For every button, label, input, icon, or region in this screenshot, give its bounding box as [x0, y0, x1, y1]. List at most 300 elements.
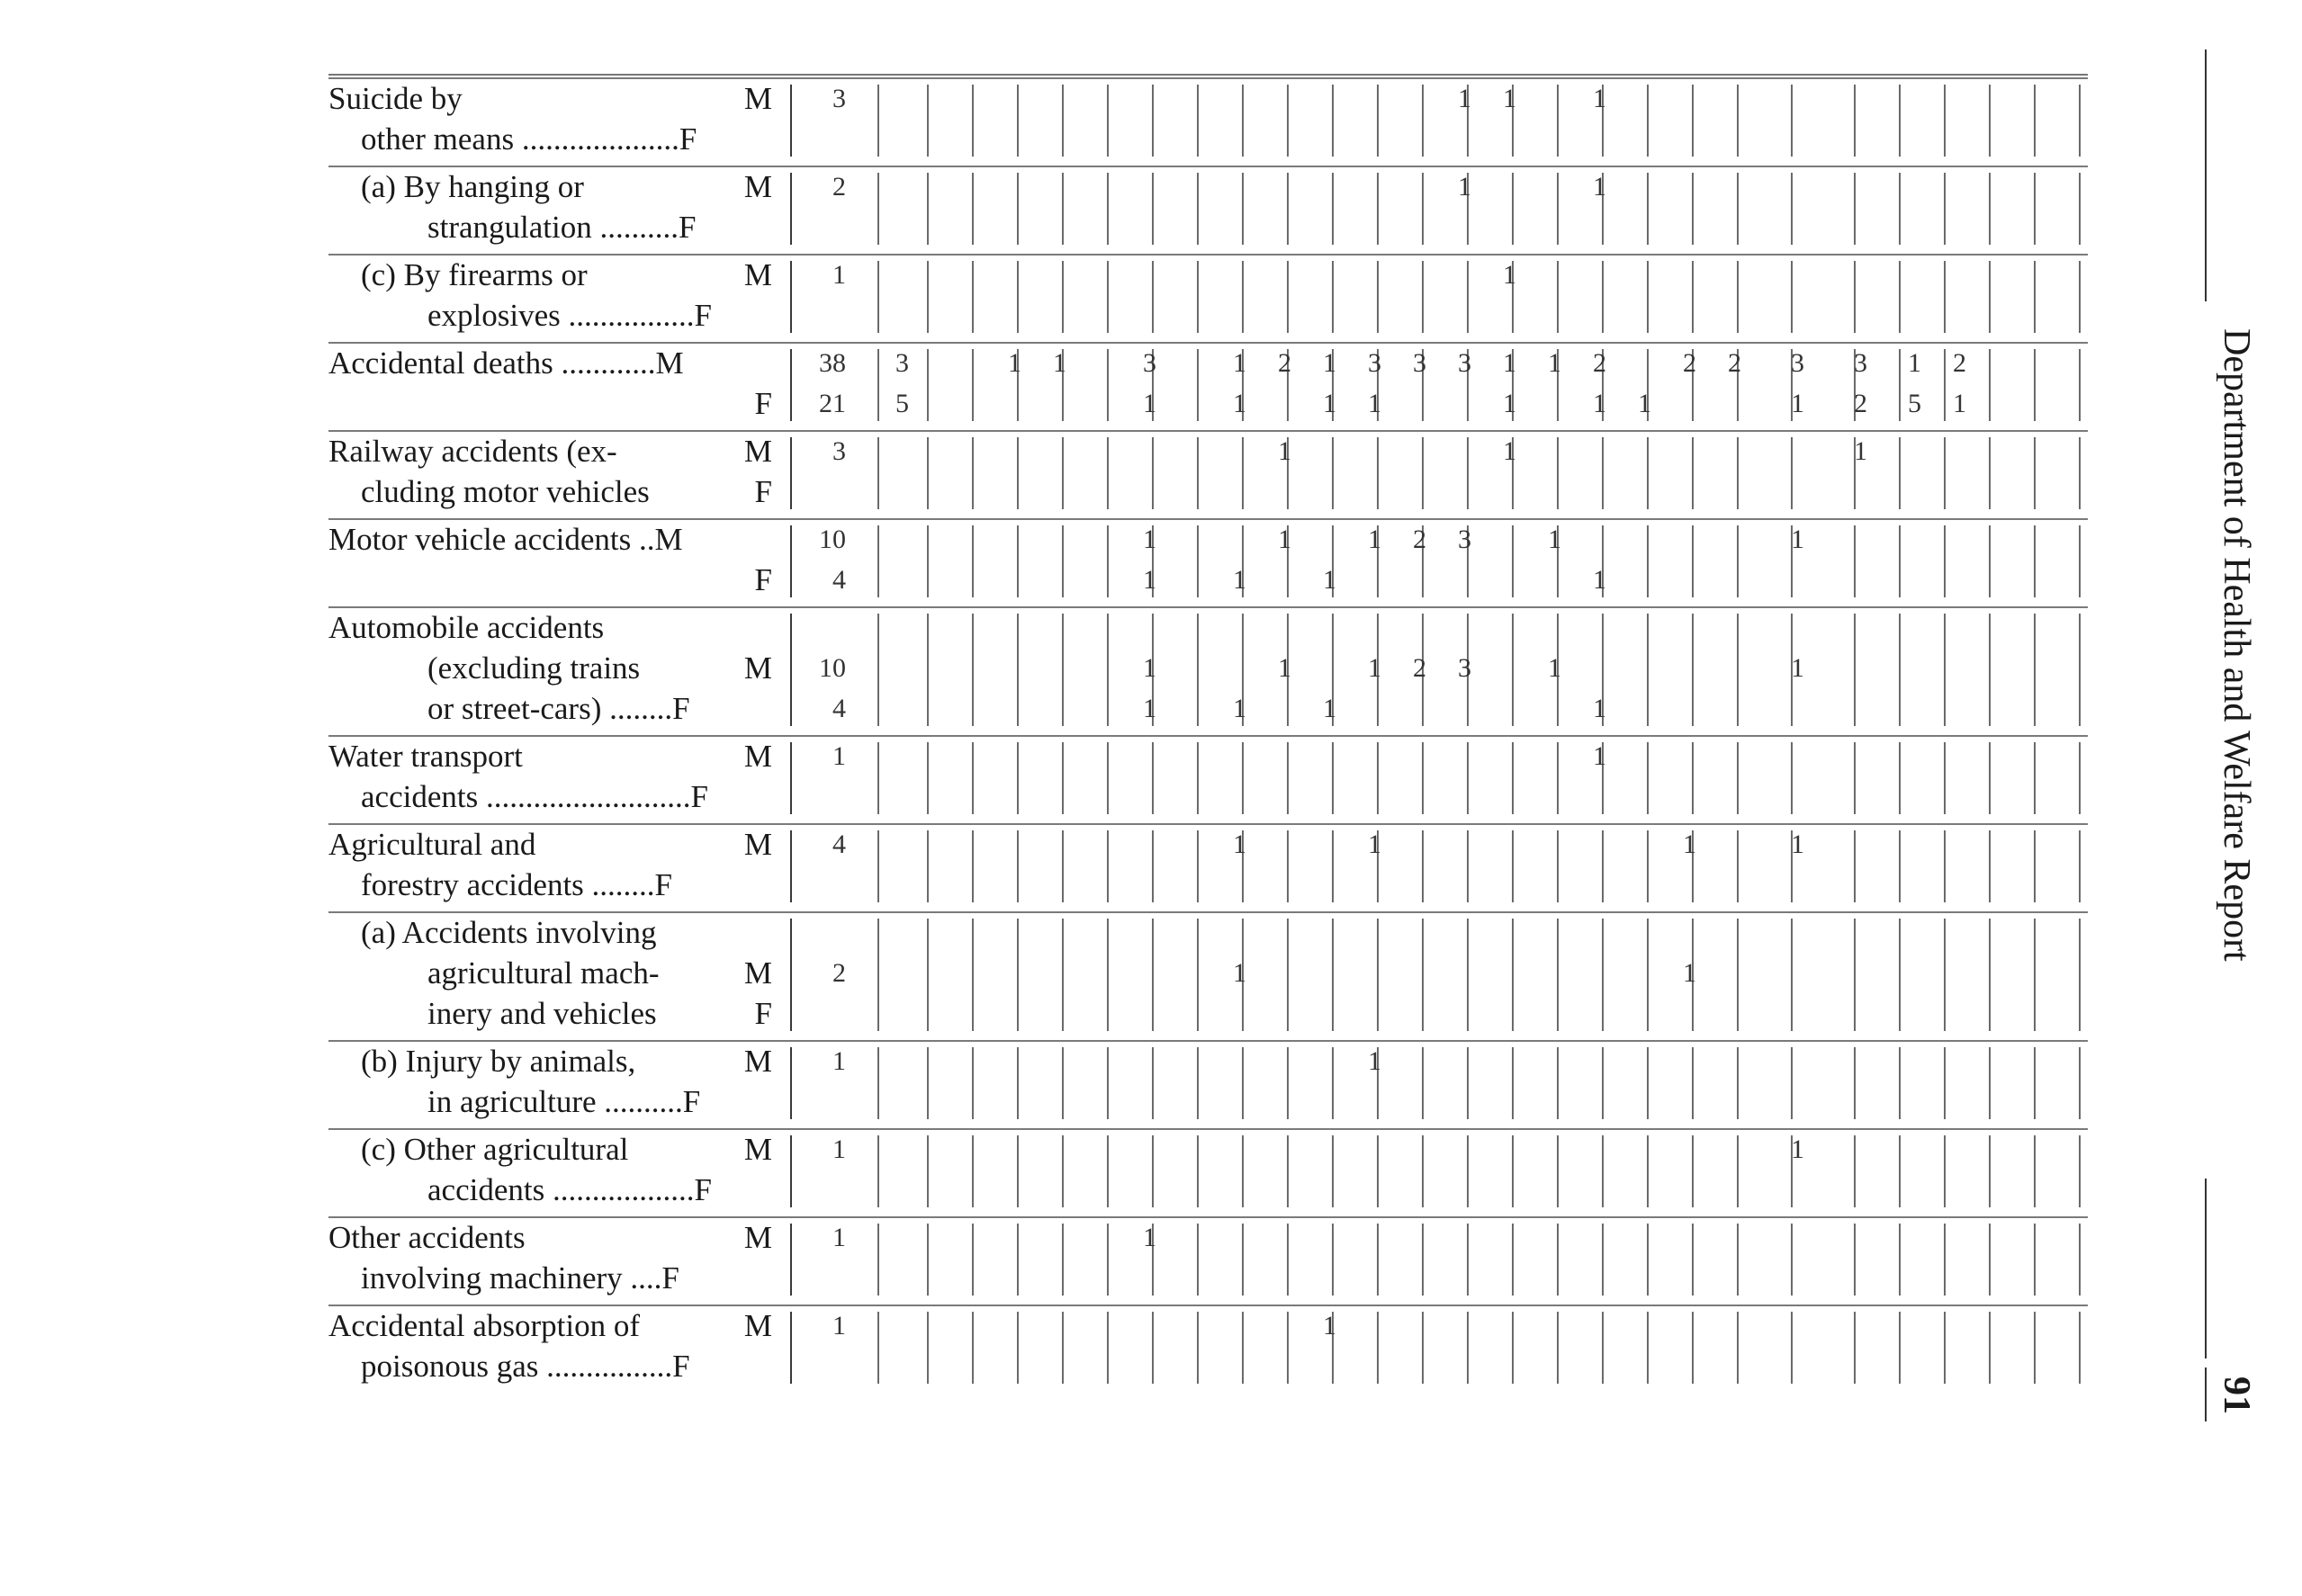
report-title: Department of Health and Welfare Report: [2216, 328, 2257, 962]
column-rule: [1017, 614, 1019, 726]
column-rule: [1989, 1047, 1991, 1119]
column-rule: [1899, 437, 1901, 509]
row-separator: [328, 518, 2088, 520]
cell-value: 1: [1233, 348, 1246, 378]
page-number: 91: [2216, 1376, 2257, 1414]
column-rule: [1332, 919, 1334, 1031]
cell-value: 1: [1854, 436, 1867, 466]
cell-value: 1: [1368, 525, 1381, 554]
cell-value: 2: [1413, 525, 1426, 554]
row-separator: [328, 342, 2088, 344]
cell-value: 1: [1008, 348, 1021, 378]
column-rule: [972, 742, 974, 814]
column-rule: [2079, 525, 2081, 597]
row-label: forestry accidents ........F: [361, 867, 673, 902]
column-rule: [972, 1047, 974, 1119]
column-rule: [1944, 1224, 1946, 1296]
column-rule: [2079, 742, 2081, 814]
cell-value: 1: [1638, 389, 1651, 418]
column-rule: [1557, 919, 1559, 1031]
cell-value: 1: [1593, 172, 1606, 202]
column-rule: [1332, 173, 1334, 245]
total-value: 4: [832, 565, 846, 595]
cell-value: 3: [1458, 525, 1471, 554]
column-rule: [1062, 261, 1064, 333]
column-rule: [1512, 173, 1514, 245]
column-rule: [1062, 742, 1064, 814]
cell-value: 3: [1368, 348, 1381, 378]
column-rule: [2079, 437, 2081, 509]
cell-value: 1: [1503, 260, 1516, 290]
column-rule: [1557, 85, 1559, 157]
column-rule: [1467, 1047, 1469, 1119]
column-rule: [1377, 1224, 1379, 1296]
cell-value: 1: [1368, 653, 1381, 683]
column-rule: [1107, 437, 1109, 509]
column-rule: [1737, 437, 1739, 509]
cell-value: 1: [1791, 653, 1804, 683]
column-rule: [1017, 1224, 1019, 1296]
column-rule: [1899, 614, 1901, 726]
cell-value: 1: [1548, 525, 1561, 554]
column-rule: [927, 742, 929, 814]
column-rule: [1791, 437, 1793, 509]
row-separator: [328, 606, 2088, 608]
row-separator: [328, 911, 2088, 913]
column-rule: [1287, 1135, 1289, 1207]
total-value: 1: [832, 1046, 846, 1076]
column-rule: [927, 525, 929, 597]
total-value: 1: [832, 260, 846, 290]
column-rule: [1899, 919, 1901, 1031]
total-value: 4: [832, 694, 846, 723]
column-rule: [1647, 614, 1649, 726]
row-label: agricultural mach-: [427, 955, 660, 991]
sex-marker: F: [754, 996, 772, 1031]
cell-value: 1: [1143, 694, 1156, 723]
sex-marker: M: [743, 257, 772, 292]
cell-value: 1: [1233, 565, 1246, 595]
column-rule: [1107, 742, 1109, 814]
cell-value: 3: [1458, 348, 1471, 378]
row-separator: [328, 1128, 2088, 1130]
column-rule: [1737, 525, 1739, 597]
cell-value: 1: [1143, 389, 1156, 418]
column-rule: [1197, 173, 1199, 245]
column-rule: [1287, 1312, 1289, 1384]
cell-value: 1: [1593, 694, 1606, 723]
column-rule: [1197, 437, 1199, 509]
column-rule: [1854, 919, 1856, 1031]
column-rule: [1602, 1135, 1604, 1207]
column-rule: [1899, 830, 1901, 902]
column-rule: [1242, 1047, 1244, 1119]
cell-value: 1: [1593, 84, 1606, 113]
total-value: 10: [819, 525, 846, 554]
column-rule: [1944, 261, 1946, 333]
column-rule: [1377, 1135, 1379, 1207]
column-rule: [972, 437, 974, 509]
column-rule: [1377, 1312, 1379, 1384]
column-rule: [1944, 830, 1946, 902]
column-rule: [1242, 1312, 1244, 1384]
column-rule: [1332, 742, 1334, 814]
column-rule: [972, 830, 974, 902]
row-label: (excluding trains: [427, 650, 641, 686]
column-rule: [1017, 1047, 1019, 1119]
column-rule: [1854, 173, 1856, 245]
column-rule: [1422, 1135, 1424, 1207]
column-rule: [1692, 525, 1694, 597]
column-rule: [1944, 173, 1946, 245]
column-rule: [1692, 742, 1694, 814]
column-rule: [1062, 1224, 1064, 1296]
column-rule: [1197, 1312, 1199, 1384]
column-rule: [1602, 830, 1604, 902]
column-rule: [1737, 1135, 1739, 1207]
sex-marker: F: [754, 562, 772, 597]
column-rule: [877, 173, 879, 245]
column-rule: [1107, 349, 1109, 421]
column-rule: [1512, 1312, 1514, 1384]
column-rule: [2079, 261, 2081, 333]
column-rule: [1017, 437, 1019, 509]
cell-value: 2: [1683, 348, 1696, 378]
column-rule: [2034, 349, 2036, 421]
column-rule: [972, 173, 974, 245]
sex-marker: M: [743, 1044, 772, 1079]
cell-value: 5: [1908, 389, 1921, 418]
column-rule: [877, 1224, 879, 1296]
column-rule: [1422, 830, 1424, 902]
cell-value: 1: [1458, 172, 1471, 202]
cell-value: 1: [1791, 389, 1804, 418]
column-rule: [1944, 614, 1946, 726]
sex-marker: M: [743, 81, 772, 116]
row-label: involving machinery ....F: [361, 1260, 679, 1296]
column-rule: [877, 614, 879, 726]
column-rule: [1737, 742, 1739, 814]
total-value: 1: [832, 1311, 846, 1340]
column-rule: [1287, 261, 1289, 333]
column-rule: [1242, 1135, 1244, 1207]
column-rule: [1062, 1135, 1064, 1207]
column-rule: [927, 830, 929, 902]
column-rule: [1989, 830, 1991, 902]
row-label: other means ....................F: [361, 121, 697, 157]
column-rule: [1197, 1224, 1199, 1296]
column-rule: [1152, 919, 1154, 1031]
column-rule: [2034, 261, 2036, 333]
column-rule: [877, 919, 879, 1031]
column-rule: [1989, 261, 1991, 333]
column-rule: [1899, 261, 1901, 333]
column-rule: [1692, 1135, 1694, 1207]
column-rule: [2079, 1224, 2081, 1296]
sex-marker: M: [743, 1220, 772, 1255]
column-rule: [1737, 830, 1739, 902]
cell-value: 1: [1368, 1046, 1381, 1076]
column-rule: [1377, 261, 1379, 333]
cell-value: 1: [1503, 348, 1516, 378]
row-label: accidents ..................F: [427, 1172, 712, 1207]
sex-marker: M: [743, 1308, 772, 1343]
column-rule: [2034, 830, 2036, 902]
row-label: Accidental absorption of: [328, 1308, 641, 1343]
column-rule: [1197, 1135, 1199, 1207]
total-value: 2: [832, 958, 846, 988]
column-rule: [2079, 1135, 2081, 1207]
column-rule: [1989, 1224, 1991, 1296]
cell-value: 2: [1953, 348, 1966, 378]
row-label: Railway accidents (ex-: [328, 434, 617, 469]
row-separator: [328, 823, 2088, 825]
column-rule: [1062, 614, 1064, 726]
side-rule: [2205, 1179, 2207, 1358]
row-label: Automobile accidents: [328, 610, 605, 645]
column-rule: [2079, 1312, 2081, 1384]
column-rule: [972, 85, 974, 157]
column-rule: [1737, 85, 1739, 157]
row-label: (c) Other agricultural: [361, 1132, 629, 1167]
column-rule: [1332, 1224, 1334, 1296]
column-rule: [1287, 173, 1289, 245]
column-rule: [2034, 173, 2036, 245]
column-rule: [1512, 525, 1514, 597]
table-top-rule: [328, 74, 2088, 76]
column-rule: [1692, 173, 1694, 245]
column-rule: [927, 1312, 929, 1384]
total-value: 38: [819, 348, 846, 378]
cell-value: 1: [1368, 829, 1381, 859]
cell-value: 1: [1233, 829, 1246, 859]
column-rule: [1899, 1224, 1901, 1296]
column-rule: [1197, 830, 1199, 902]
column-rule: [1422, 1312, 1424, 1384]
row-label: Water transport: [328, 739, 523, 774]
column-rule: [927, 437, 929, 509]
column-rule: [1512, 614, 1514, 726]
column-rule: [1647, 437, 1649, 509]
total-value: 21: [819, 389, 846, 418]
column-rule: [1737, 1047, 1739, 1119]
column-rule: [877, 261, 879, 333]
column-rule: [1152, 261, 1154, 333]
column-rule: [1989, 525, 1991, 597]
column-rule: [1557, 1135, 1559, 1207]
row-separator: [328, 1216, 2088, 1218]
column-rule: [1557, 830, 1559, 902]
column-rule: [1899, 742, 1901, 814]
row-label: accidents ..........................F: [361, 779, 708, 814]
column-rule: [1107, 85, 1109, 157]
row-separator: [328, 735, 2088, 737]
column-rule: [972, 349, 974, 421]
column-rule: [1791, 919, 1793, 1031]
row-separator: [328, 430, 2088, 432]
cell-value: 1: [1683, 829, 1696, 859]
column-rule: [927, 1224, 929, 1296]
column-rule: [927, 261, 929, 333]
column-rule: [877, 742, 879, 814]
cell-value: 1: [1503, 436, 1516, 466]
column-rule: [1557, 1224, 1559, 1296]
column-rule: [927, 349, 929, 421]
column-rule: [1152, 437, 1154, 509]
column-rule: [1107, 830, 1109, 902]
column-rule: [1242, 742, 1244, 814]
column-rule: [1287, 830, 1289, 902]
row-label: poisonous gas ................F: [361, 1349, 690, 1384]
cell-value: 1: [1908, 348, 1921, 378]
column-rule: [1107, 261, 1109, 333]
sex-marker: M: [743, 1132, 772, 1167]
column-rule: [1989, 349, 1991, 421]
row-separator: [328, 1040, 2088, 1042]
row-label: Motor vehicle accidents ..M: [328, 522, 683, 557]
column-rule: [1197, 349, 1199, 421]
cell-value: 1: [1143, 1223, 1156, 1252]
column-rule: [1242, 85, 1244, 157]
column-rule: [1107, 525, 1109, 597]
column-rule: [1467, 1135, 1469, 1207]
column-rule: [1197, 85, 1199, 157]
row-separator: [328, 1305, 2088, 1306]
column-rule: [1422, 919, 1424, 1031]
column-rule: [1512, 830, 1514, 902]
column-rule: [1602, 261, 1604, 333]
column-rule: [1152, 742, 1154, 814]
cell-value: 1: [1683, 958, 1696, 988]
sex-marker: M: [743, 434, 772, 469]
column-rule: [1062, 173, 1064, 245]
column-rule: [972, 261, 974, 333]
cell-value: 2: [1278, 348, 1291, 378]
column-rule: [877, 437, 879, 509]
column-rule: [1899, 1047, 1901, 1119]
column-rule: [1854, 830, 1856, 902]
cell-value: 1: [1323, 1311, 1336, 1340]
column-rule: [1422, 173, 1424, 245]
column-rule: [1791, 1312, 1793, 1384]
column-rule: [1242, 261, 1244, 333]
cell-value: 3: [1854, 348, 1867, 378]
column-rule: [1557, 1047, 1559, 1119]
sex-marker: M: [743, 827, 772, 862]
column-rule: [1557, 1312, 1559, 1384]
column-rule: [1944, 919, 1946, 1031]
column-rule: [1647, 173, 1649, 245]
column-rule: [1854, 1224, 1856, 1296]
column-rule: [1107, 614, 1109, 726]
column-rule: [1989, 742, 1991, 814]
column-rule: [1854, 1135, 1856, 1207]
column-rule: [1557, 437, 1559, 509]
column-rule: [1017, 830, 1019, 902]
column-rule: [877, 85, 879, 157]
column-rule: [1647, 1312, 1649, 1384]
column-rule: [877, 1047, 879, 1119]
row-label: (a) By hanging or: [361, 169, 584, 204]
cell-value: 1: [1323, 565, 1336, 595]
column-rule: [1899, 85, 1901, 157]
column-rule: [1647, 525, 1649, 597]
column-rule: [1287, 1047, 1289, 1119]
row-label: explosives ................F: [427, 298, 712, 333]
column-rule: [1944, 1312, 1946, 1384]
column-rule: [2034, 1047, 2036, 1119]
column-rule: [1017, 261, 1019, 333]
column-rule: [972, 1312, 974, 1384]
column-rule: [1692, 85, 1694, 157]
column-rule: [1692, 614, 1694, 726]
column-rule: [1017, 85, 1019, 157]
column-rule: [1944, 742, 1946, 814]
sex-marker: M: [743, 739, 772, 774]
column-rule: [1017, 742, 1019, 814]
column-rule: [1512, 919, 1514, 1031]
column-rule: [1647, 742, 1649, 814]
column-rule: [1989, 1135, 1991, 1207]
column-rule: [1854, 614, 1856, 726]
column-rule: [1647, 1224, 1649, 1296]
cell-value: 1: [1053, 348, 1066, 378]
row-separator: [328, 254, 2088, 256]
cell-value: 2: [1728, 348, 1741, 378]
column-rule: [1062, 525, 1064, 597]
column-rule: [1017, 525, 1019, 597]
cell-value: 1: [1278, 436, 1291, 466]
column-rule: [927, 614, 929, 726]
column-rule: [1647, 261, 1649, 333]
column-rule: [2034, 742, 2036, 814]
column-rule: [1602, 1047, 1604, 1119]
side-rule: [2205, 49, 2207, 301]
column-rule: [1467, 437, 1469, 509]
column-rule: [1737, 614, 1739, 726]
column-rule: [1467, 1224, 1469, 1296]
column-rule: [1062, 1047, 1064, 1119]
column-rule: [1197, 742, 1199, 814]
column-rule: [1602, 1224, 1604, 1296]
column-rule: [1422, 1224, 1424, 1296]
column-rule: [1062, 1312, 1064, 1384]
row-label: inery and vehicles: [427, 996, 657, 1031]
row-label: Suicide by: [328, 81, 463, 116]
column-rule: [1854, 1047, 1856, 1119]
column-rule: [972, 1224, 974, 1296]
column-rule: [1989, 1312, 1991, 1384]
column-rule: [972, 1135, 974, 1207]
sex-marker: M: [743, 955, 772, 991]
cell-value: 1: [1323, 389, 1336, 418]
side-rule: [2205, 1367, 2207, 1421]
cell-value: 1: [1791, 525, 1804, 554]
column-rule: [1557, 261, 1559, 333]
column-rule: [1422, 85, 1424, 157]
row-label: in agriculture ..........F: [427, 1084, 701, 1119]
row-label: Other accidents: [328, 1220, 526, 1255]
column-rule: [1647, 919, 1649, 1031]
column-rule: [1944, 85, 1946, 157]
column-rule: [1512, 742, 1514, 814]
column-rule: [2034, 525, 2036, 597]
column-rule: [1197, 919, 1199, 1031]
column-rule: [1422, 437, 1424, 509]
column-rule: [2034, 614, 2036, 726]
cell-value: 1: [1503, 84, 1516, 113]
cell-value: 5: [895, 389, 909, 418]
